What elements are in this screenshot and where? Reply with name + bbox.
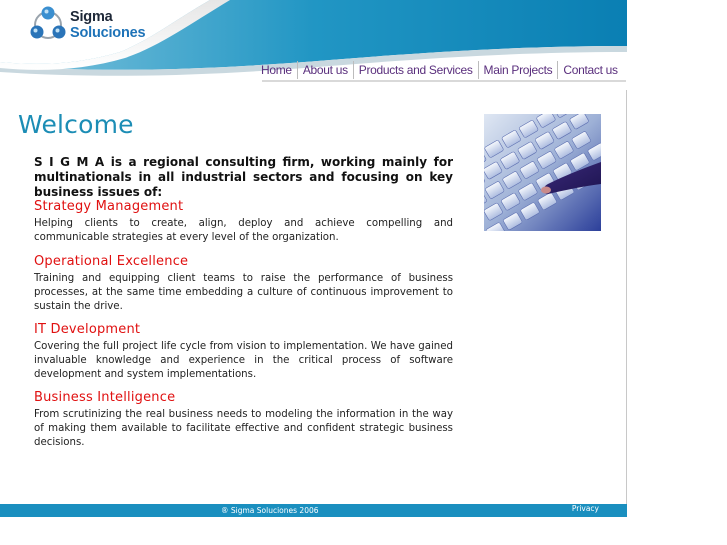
section-it <box>34 322 453 382</box>
content-divider <box>626 90 627 504</box>
nav-contact-us[interactable]: Contact us <box>557 61 622 79</box>
nav-home[interactable]: Home <box>261 63 292 77</box>
section-strategy <box>34 199 453 245</box>
keyboard-photo <box>484 114 601 231</box>
brand-name <box>70 9 145 41</box>
section-operational <box>34 254 453 314</box>
page-title: Welcome <box>18 110 134 139</box>
section-bi <box>34 390 453 450</box>
header <box>0 0 627 82</box>
sigma-logo-icon <box>28 5 68 45</box>
brand-line2: Soluciones <box>70 25 146 41</box>
section-heading: Operational Excellence <box>34 254 189 269</box>
main-nav <box>256 60 623 80</box>
section-body: Training and equipping client teams to raise the performance of business processes, at the same time embedding a culture of continuous improvement to sustain the drive. <box>34 273 453 312</box>
section-heading: IT Development <box>34 322 141 337</box>
section-heading: Business Intelligence <box>34 390 176 405</box>
section-body: From scrutinizing the real business needs to modeling the information in the way of making them available to facilitate effective and confident strategic business decisions. <box>34 409 453 448</box>
nav-main-projects[interactable]: Main Projects <box>478 61 558 79</box>
copyright-text: ® Sigma Soluciones 2006 <box>221 506 319 515</box>
brand-logo[interactable] <box>28 5 158 45</box>
section-body: Helping clients to create, align, deploy and achieve compelling and communicable strategies at every level of the organization. <box>34 218 453 243</box>
section-body: Covering the full project life cycle from vision to implementation. We have gained invaluable knowledge and experience in the critical process of software development and system implementations. <box>34 341 453 380</box>
nav-products-services[interactable]: Products and Services <box>353 61 478 79</box>
intro-text: S I G M A is a regional consulting firm, working mainly for multinationals in all industrial sectors and focusing on key business issues of: <box>34 155 453 199</box>
brand-line1: Sigma <box>70 9 113 25</box>
privacy-link[interactable]: Privacy <box>571 504 599 513</box>
nav-underline <box>262 80 626 82</box>
nav-about-us[interactable]: About us <box>297 61 353 79</box>
footer <box>0 504 627 517</box>
section-heading: Strategy Management <box>34 199 184 214</box>
